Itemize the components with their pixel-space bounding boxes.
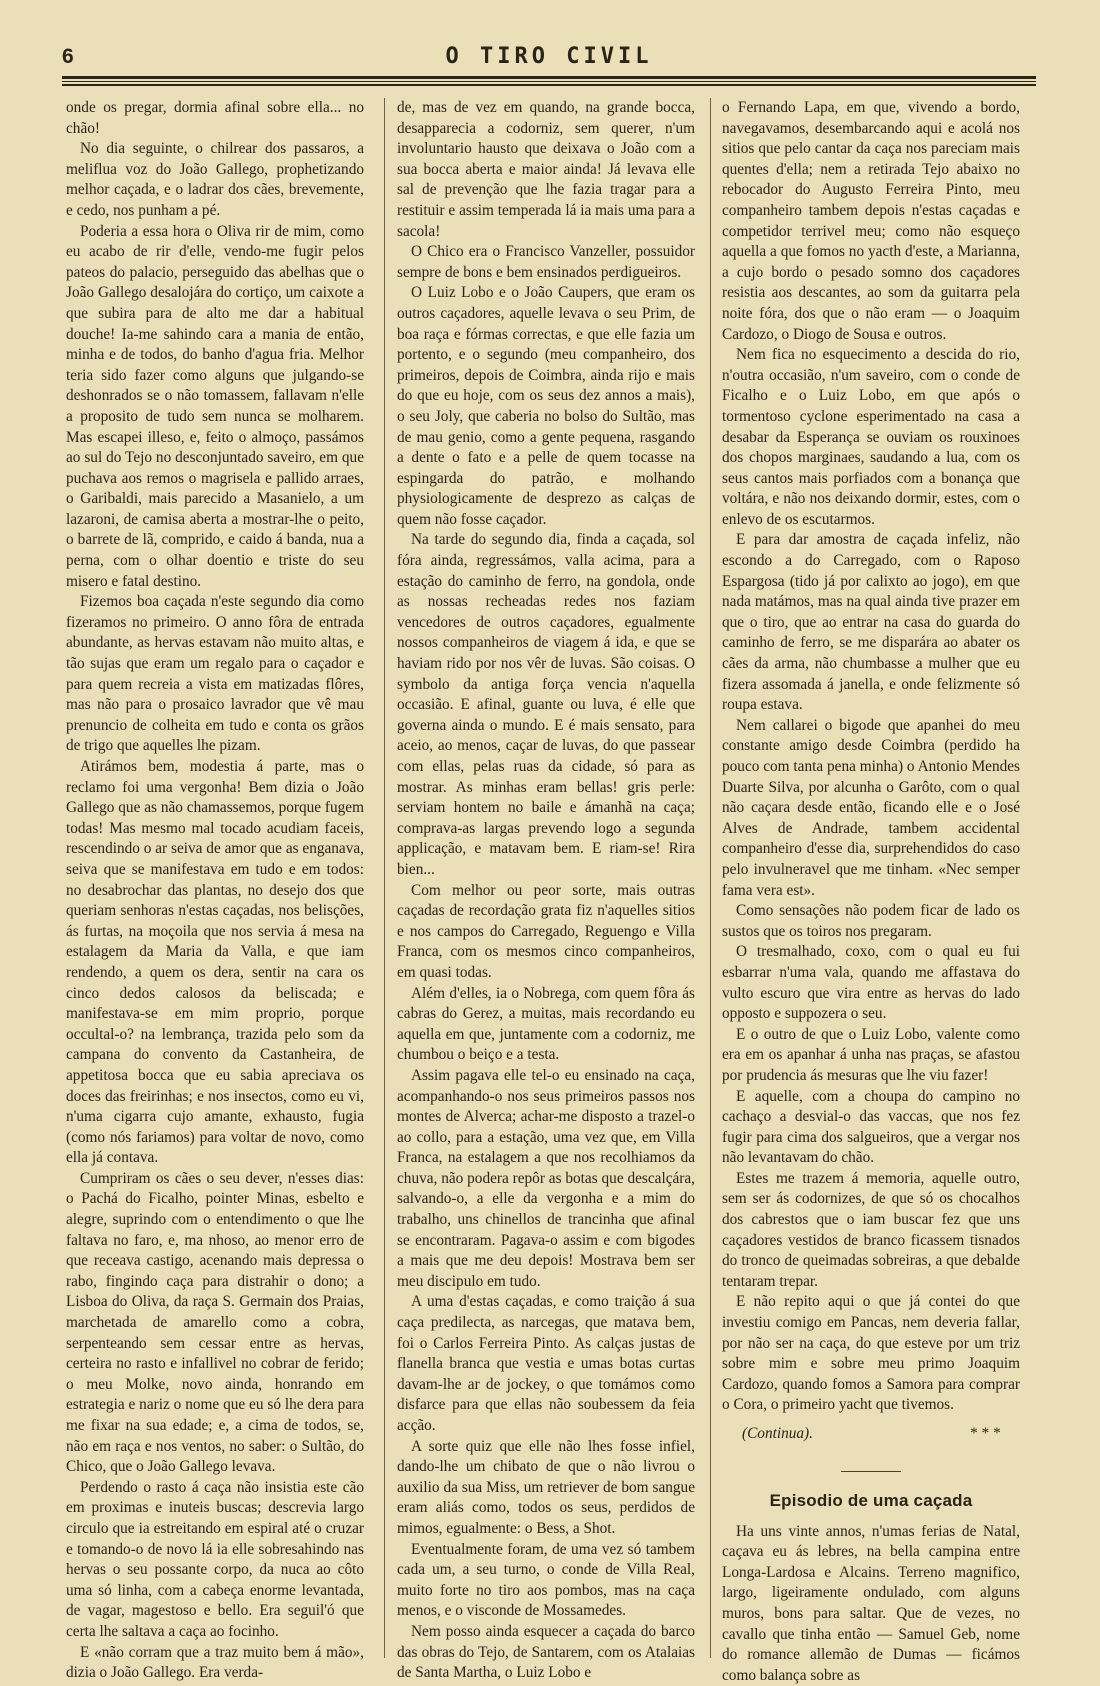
paragraph: Poderia a essa hora o Oliva rir de mim, como eu acabo de rir d'elle, vendo-me fugir pelos pateos do palacio, perseguido das abelhas que o João Gallego desalojára do cortiço, um caixote a que subira para de alto me dar a habitual douche! Ia-me sahindo cara a mania de então, minha e de todos, do banho d'agua fria. Melhor teria sido fazer como alguns que julgando-se deshonrados se o não tomassem, fallavam n'elle a proposito de tudo sem nunca se molharem. Mas escapei illeso, e, feito o almoço, passámos ao sul do Tejo no desconjuntado saveiro, em que puchava aos remos o magrisela e pallido arraes, o Garibaldi, mais parecido a Masanielo, a um lazaroni, de camisa aberta a mostrar-lhe o peito, o barrete de lã, comprido, e caido á banda, nua a perna, com o olhar doentio e triste do seu misero e fatal destino. [66, 222, 364, 590]
header-rule [62, 76, 1036, 79]
paragraph: Ha uns vinte annos, n'umas ferias de Natal, caçava eu ás lebres, na bella campina entre Longa-Lardosa e Alcains. Terreno magnifico, largo, ligeiramente ondulado, com alguns muros, bons para saltar. Que de vezes, no cavallo que tinha então — Samuel Geb, nome do romance allemão de Dumas — ficámos como balança sobre as [722, 1522, 1020, 1684]
section-divider [841, 1471, 901, 1472]
paragraph: E o outro de que o Luiz Lobo, valente como era em os apanhar á unha nas praças, se afastou por prudencia ás mesuras que lhe viu fazer! [722, 1025, 1020, 1084]
paragraph: O Luiz Lobo e o João Caupers, que eram os outros caçadores, aquelle levava o seu Prim, de boa raça e fórmas correctas, e que elle fazia um portento, e o segundo (meu companheiro, dos primeiros, depois de Coimbra, ainda rijo e mais do que eu hoje, com os seus dez annos a mais), o seu Joly, que caberia no bolso do Sultão, mas de mau genio, como a gente pequena, rasgando a dente o fato e a pelle de quem tocasse na espingarda do patrão, e molhando physiologicamente de desprezo as calças de quem não fosse caçador. [397, 284, 695, 528]
paragraph: Cumpriram os cães o seu dever, n'esses dias: o Pachá do Ficalho, pointer Minas, esbelto e alegre, suprindo com o entendimento o que lhe faltava no faro, e, ma nhoso, ao menor erro de que receava castigo, acenando mais depressa o rabo, fingindo caça para distrahir o dono; a Lisboa do Oliva, da raça S. Germain dos Praias, marchetada de amarello como a cobra, serpenteando sem cessar entre as hervas, certeira no rasto e infallivel no cobrar de ferido; o meu Molke, novo ainda, honrando em estrategia e nariz o nome que eu só lhe dera para me fixar na sua edade; e, a cima de todos, se, não em raça e nos ventos, no saber: o Sultão, do Chico, que o João Gallego levava. [66, 1169, 364, 1476]
paragraph: Assim pagava elle tel-o eu ensinado na caça, acompanhando-o nos seus primeiros passos nos montes de Alverca; achar-me disposto a trazel-o ao collo, para a estação, uma vez que, em Villa Franca, na estalagem a que nos recolhiamos da chuva, não podera repôr as botas que descalçára, salvando-o, a elle da vergonha e a mim do trabalho, uns chinellos de trancinha que afinal se encontraram. Pagava-o assim e com bigodes a mais que me deu depois! Mostrava bem ser meu discipulo em tudo. [397, 1066, 695, 1290]
paragraph: E «não corram que a traz muito bem á mão», dizia o João Gallego. Era verda- [66, 1643, 364, 1682]
page-header [62, 44, 1036, 72]
paragraph: Estes me trazem á memoria, aquelle outro, sem ser ás codornizes, de que só os chocalhos dos cabrestos que o iam buscar fez que uns caçadores vestidos de branco ficassem tisnados do tronco de queimadas sobreiras, a que debalde tentaram trepar. [722, 1169, 1020, 1290]
paragraph: de, mas de vez em quando, na grande bocca, desapparecia a codorniz, sem querer, n'um involuntario hausto que deixava o João com a sua bocca aberta e maior ainda! Já levava elle sal de prevenção que lhe fazia tragar para a restituir e assim temperada lá ia mais uma para a sacola! [397, 99, 695, 240]
paragraph: O tresmalhado, coxo, com o qual eu fui esbarrar n'uma vala, quando me affastava do vulto escuro que vira entre as hervas do lado opposto e suppozera o seu. [722, 943, 1020, 1023]
paragraph: Perdendo o rasto á caça não insistia este cão em proximas e inuteis buscas; descrevia largo circulo que ia estreitando em espiral até o cruzar e tomando-o de novo lá ia elle sobresahindo nas hervas o seu possante corpo, da nuca ao côto uma só linha, com a cabeça enorme levantada, de vagar, magestoso e bello. Era seguil'ó que certa lhe saltava a caça ao focinho. [66, 1478, 364, 1640]
header-rule [62, 81, 1036, 82]
paragraph: Com melhor ou peor sorte, mais outras caçadas de recordação grata fiz n'aquelles sitios e nos campos do Carregado, Reguengo e Villa Franca, com os mesmos cinco companheiros, em quasi todas. [397, 881, 695, 981]
paragraph: E para dar amostra de caçada infeliz, não escondo a do Carregado, com o Raposo Espargosa (tido já por calixto ao jogo), em que nada matámos, mas na qual ainda tive prazer em que o tiro, que ao entrar na casa do guarda do caminho de ferro, se me disparára ao abater os cães da arma, não chumbasse a mulher que eu fizera assomada á janella, e onde felizmente só roupa estava. [722, 531, 1020, 714]
column-1 [66, 98, 364, 1682]
header-rule [62, 84, 1036, 86]
paragraph: Atirámos bem, modestia á parte, mas o reclamo foi uma vergonha! Bem dizia o João Gallego que as não chamassemos, porque fugem todas! Mas mesmo mal tocado acudiam faceis, rescendindo o ar seiva de amor que as enganava, seiva que se manifestava em tudo e em todos: no desabrochar das plantas, no desejo dos que queriam senhoras n'estas caçadas, nos belisções, ás furtas, na moçoila que nos servia á mesa na estalagem da Maria da Valla, e que iam rendendo, a quem os dera, sentir na cara os cinco dedos calosos da beliscada; e manifestava-se em mim proprio, porque occultal-o? na lembrança, trazida pelo som da campana do convento da Castanheira, de appetitosa bocca que eu sabia apreciava os doces das freirinhas; e nos insectos, como eu vi, n'uma cigarra cujo amante, exhausto, fugia (como nós fariamos) para voltar de novo, como ella já contava. [66, 758, 364, 1167]
paragraph: onde os pregar, dormia afinal sobre ella... no chão! [66, 99, 364, 137]
paragraph: o Fernando Lapa, em que, vivendo a bordo, navegavamos, desembarcando aqui e acolá nos sitios que pelo cantar da caça nos pareciam mais quentes d'ella; nem a retirada Tejo abaixo no rebocador do Augusto Ferreira Pinto, meu companheiro tambem depois n'estas caçadas e competidor terrivel meu; como não esqueço aquella a que fomos no yacth d'este, a Marianna, a cujo bordo o pesado somno dos caçadores resistia aos descantes, ao som da guitarra pela noite fóra, dos que o não eram — o Joaquim Cardozo, o Diogo de Sousa e outros. [722, 99, 1020, 343]
continuation-note [722, 1424, 1020, 1445]
column-divider [710, 98, 711, 1658]
continua-label: (Continua). [742, 1425, 813, 1442]
paragraph: Como sensações não podem ficar de lado os sustos que os toiros nos pregaram. [722, 902, 1020, 940]
paragraph: E não repito aqui o que já contei do que investiu comigo em Pancas, nem deveria fallar, por não ser na caça, do que esteve por um triz sobre mim e sobre meu primo Joaquim Cardozo, quando fomos a Samora para comprar o Cora, o primeiro yacht que tivemos. [722, 1293, 1020, 1414]
column-3 [722, 98, 1020, 1684]
paragraph: Fizemos boa caçada n'este segundo dia como fizeramos no primeiro. O anno fôra de entrada abundante, as hervas estavam não muito altas, e tão sujas que eram um regalo para o caçador e para quem recreia a vista em matizadas flôres, mas não para o prosaico lavrador que vê mau prenuncio de colheita em tudo e conta os grãos de trigo que aquelles lhe pizam. [66, 593, 364, 755]
column-divider [384, 98, 385, 1658]
paragraph: A uma d'estas caçadas, e como traição á sua caça predilecta, as narcegas, que matava bem, foi o Carlos Ferreira Pinto. As calças justas de flanella branca que vestia e umas botas curtas davam-lhe ar de jockey, o que tomámos como disfarce para que ellas não soubessem da feia acção. [397, 1293, 695, 1434]
paragraph: A sorte quiz que elle não lhes fosse infiel, dando-lhe um chibato de que o não livrou o auxilio da sua Miss, um retriever de bom sangue eram aliás como, todos os seus, perdidos de mimos, egualmente: o Bess, a Shot. [397, 1437, 695, 1537]
paragraph: Além d'elles, ia o Nobrega, com quem fôra ás cabras do Gerez, a muitas, mais recordando eu aquella em que, juntamente com a codorniz, me chumbou o beiço e a testa. [397, 984, 695, 1064]
paragraph: Nem posso ainda esquecer a caçada do barco das obras do Tejo, de Santarem, com os Atalaias de Santa Martha, o Luiz Lobo e [397, 1622, 695, 1682]
journal-title: O TIRO CIVIL [445, 44, 653, 69]
paragraph: Nem callarei o bigode que apanhei do meu constante amigo desde Coimbra (perdido ha pouco com tanta pena minha) o Antonio Mendes Duarte Silva, por alcunha o Garôto, com o qual não caçara desde então, ficando elle e o José Alves de Andrade, tambem accidental companheiro d'esse dia, surprehendidos do caso pelo invulneravel que me tinham. «Nec semper fama vera est». [722, 716, 1020, 899]
paragraph: Nem fica no esquecimento a descida do rio, n'outra occasião, n'um saveiro, com o conde de Ficalho e o Luiz Lobo, em que após o tormentoso cyclone esperimentado na casa a desabar da Esperança se ouviam os rouxinoes dos chopos marginaes, saudando a lua, com os seus cantos mais porfiados com a bonança que voltára, e não nos deixando dormir, estes, com o enlevo de os escutarmos. [722, 346, 1020, 528]
paragraph: Eventualmente foram, de uma vez só tambem cada um, a seu turno, o conde de Villa Real, muito forte no tiro aos pombos, mas na caça menos, e o visconde de Mossamedes. [397, 1540, 695, 1620]
paragraph: No dia seguinte, o chilrear dos passaros, a meliflua voz do João Gallego, prophetizando melhor caçada, e o ladrar dos cães, brevemente, e cedo, nos punham a pé. [66, 140, 364, 219]
paragraph: Na tarde do segundo dia, finda a caçada, sol fóra ainda, regressámos, valla acima, para a estação do caminho de ferro, na gondola, onde as nossas recheadas redes nos faziam vencedores de outros caçadores, egualmente nossos companheiros de viagem á ida, e que se haviam rido por nos vêr de luvas. São coisas. O symbolo da antiga força vencia n'aquella occasião. E afinal, guante ou luva, é elle que governa ainda o mundo. E é mais sensato, para aceio, ao menos, caçar de luvas, do que passear com ellas, pelas ruas da cidade, só para as mostrar. As minhas eram bellas! gris perle: serviam hontem no baile e ámanhã na caça; comprava-as largas prevendo logo a segunda applicação, e matavam bem. E riam-se! Rira bien... [397, 531, 695, 878]
section-title: Episodio de uma caçada [769, 1490, 973, 1510]
asterism: * * * [969, 1425, 1000, 1442]
paragraph: O Chico era o Francisco Vanzeller, possuidor sempre de bons e bem ensinados perdigueiros. [397, 243, 695, 281]
column-2 [397, 98, 695, 1682]
paragraph: E aquelle, com a choupa do campino no cachaço a desvial-o das vaccas, que nos fez fugir para cima dos salgueiros, que a vergar nos não levantavam do chão. [722, 1087, 1020, 1167]
page-number: 6 [62, 45, 74, 68]
